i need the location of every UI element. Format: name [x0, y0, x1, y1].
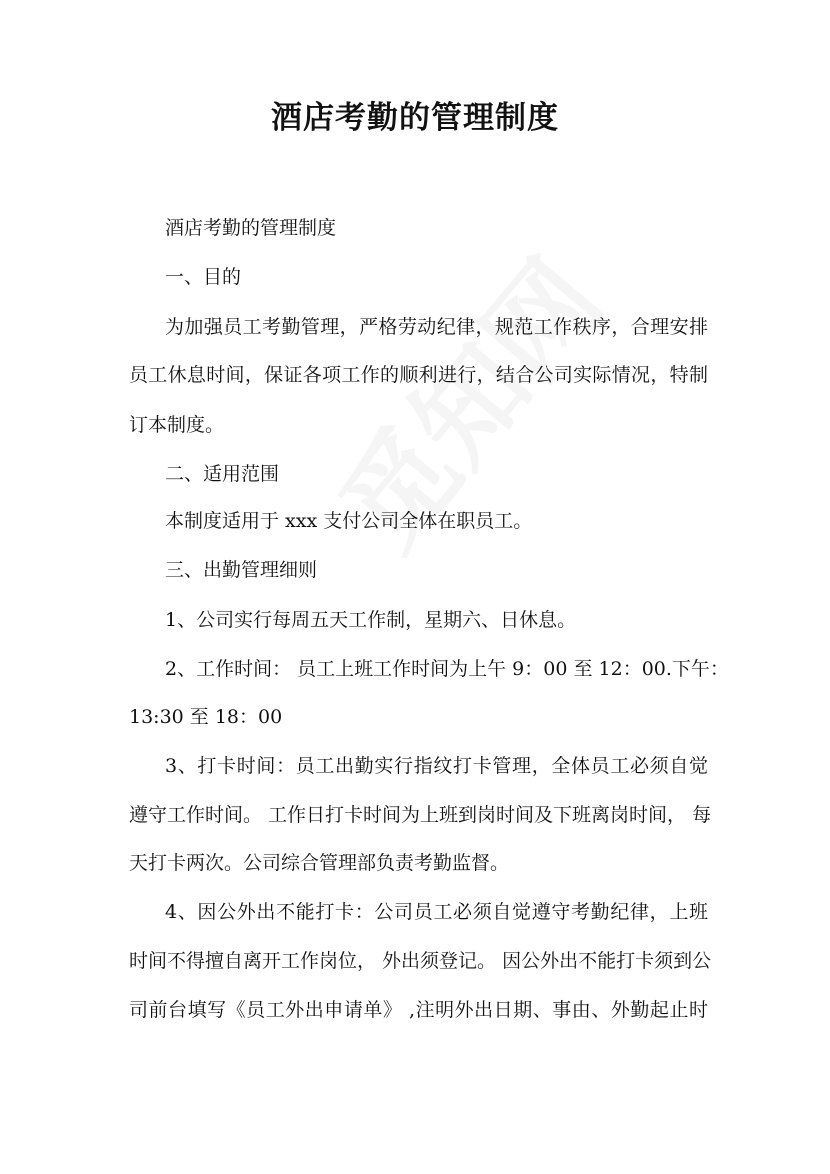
paragraph-line: 天打卡两次。公司综合管理部负责考勤监督。	[129, 852, 510, 874]
paragraph-line: 遵守工作时间。 工作日打卡时间为上班到岗时间及下班离岗时间， 每	[129, 804, 712, 826]
paragraph-line: 订本制度。	[129, 414, 225, 436]
section-heading: 一、目的	[165, 266, 242, 288]
paragraph-line: 本制度适用于 xxx 支付公司全体在职员工。	[165, 510, 533, 532]
paragraph-line: 酒店考勤的管理制度	[165, 217, 337, 239]
paragraph-line: 4、因公外出不能打卡：公司员工必须自觉遵守考勤纪律，上班	[165, 901, 708, 923]
section-heading: 二、适用范围	[165, 463, 280, 485]
paragraph-line: 2、工作时间： 员工上班工作时间为上午 9：00 至 12：00.下午：	[165, 658, 729, 680]
paragraph-line: 时间不得擅自离开工作岗位， 外出须登记。 因公外出不能打卡须到公	[129, 950, 712, 972]
paragraph-line: 1、公司实行每周五天工作制，星期六、日休息。	[165, 609, 577, 631]
section-heading: 三、出勤管理细则	[165, 559, 318, 581]
paragraph-line: 为加强员工考勤管理，严格劳动纪律，规范工作秩序，合理安排	[165, 316, 708, 338]
paragraph-line: 司前台填写《员工外出申请单》 ,注明外出日期、事由、外勤起止时	[129, 999, 708, 1021]
paragraph-line: 3、打卡时间：员工出勤实行指纹打卡管理，全体员工必须自觉	[165, 755, 708, 777]
document-title: 酒店考勤的管理制度	[271, 100, 559, 136]
paragraph-line: 13:30 至 18：00	[129, 706, 283, 728]
paragraph-line: 员工休息时间，保证各项工作的顺利进行，结合公司实际情况，特制	[129, 364, 708, 386]
